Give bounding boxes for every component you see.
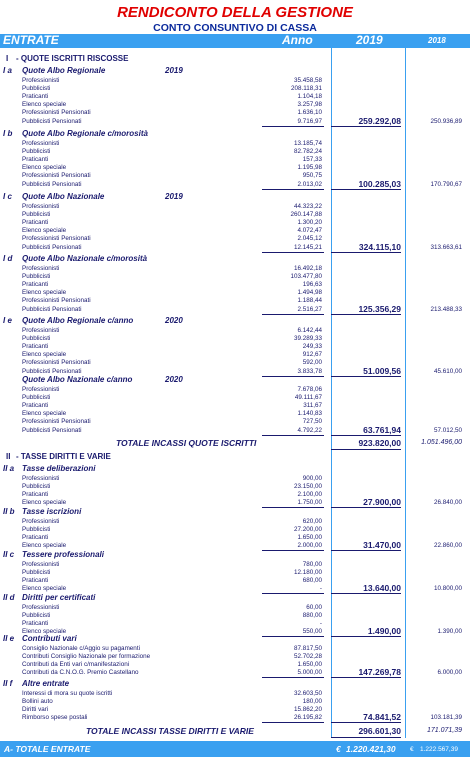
total-underline [331,189,401,190]
table-header [0,34,470,48]
group-title: Tessere professionali [22,550,104,559]
total-underline [331,252,401,253]
group-total: 27.900,00 [363,497,401,508]
row-amount: 103.477,80 [290,273,322,281]
row-label: Pubblicisti Pensionati [22,367,82,375]
row-label: Professionisti [22,77,60,84]
row-amount: 35.458,58 [293,77,322,84]
row-label: Elenco speciale [22,628,67,636]
group-total: 324.115,10 [358,241,401,252]
group-prev-year: 22.860,00 [433,542,462,550]
report-title: RENDICONTO DELLA GESTIONE [117,4,353,21]
group-index: I d [3,254,13,263]
row-amount: 249,33 [302,343,322,351]
row-label: Professionisti [22,386,60,393]
group-title: Tasse deliberazioni [22,464,96,473]
total-underline [331,593,401,594]
group-prev-year: 1.390,00 [437,628,462,636]
subtotal-underline [262,314,324,315]
total-quote-prev: 1.051.496,00 [421,439,462,446]
group-year: 2019 [165,66,183,75]
row-label: Praticanti [22,281,49,289]
row-label: Diritti vari [22,706,49,714]
group-title: Altre entrate [22,679,70,688]
row-amount: - [319,585,322,593]
total-entrate-bar [0,741,470,757]
total-entrate-prev: 1.222.567,39 [420,746,458,753]
total-tasse-value: 296.601,30 [358,726,401,736]
row-label: Consiglio Nazionale c/Aggio su pagamenti [22,645,140,652]
total-entrate-prev-currency: € [410,746,414,753]
group-year: 2019 [165,192,183,201]
row-amount: 2.100,00 [297,491,322,499]
row-amount: 6.142,44 [297,327,322,334]
row-amount: 1.195,98 [297,164,322,172]
group-prev-year: 10.800,00 [433,585,462,593]
row-amount: 1.750,00 [297,499,322,507]
group-prev-year: 213.488,33 [430,305,462,313]
row-label: Praticanti [22,491,49,499]
row-label: Pubblicisti Pensionati [22,180,82,188]
header-2019: 2019 [356,33,383,47]
row-label: Professionisti [22,265,60,272]
row-label: Praticanti [22,534,49,542]
row-label: Pubblicisti [22,148,51,156]
row-amount: 680,00 [302,577,322,585]
group-title: Quote Albo Nazionale c/anno [22,375,133,384]
row-label: Pubblicisti Pensionati [22,117,82,125]
total-underline [331,435,401,436]
row-amount: 3.833,78 [297,367,322,375]
row-label: Praticanti [22,156,49,164]
group-total: 31.470,00 [363,540,401,551]
row-amount: 4.072,47 [297,227,322,235]
row-amount: 23.150,00 [293,483,322,491]
row-amount: 780,00 [302,561,322,568]
group-title: Tasse iscrizioni [22,507,82,516]
row-amount: 15.862,20 [293,706,322,714]
row-label: Pubblicisti [22,335,51,343]
section-2-number: II [6,452,11,461]
group-index: II e [3,634,15,643]
row-label: Elenco speciale [22,410,67,418]
group-prev-year: 313.663,61 [430,243,462,251]
row-amount: 1.636,10 [297,109,322,117]
row-label: Pubblicisti [22,483,51,491]
row-label: Pubblicisti Pensionati [22,305,82,313]
group-index: I c [3,192,12,201]
group-title: Quote Albo Regionale c/morosità [22,129,148,138]
group-title: Contributi vari [22,634,77,643]
group-total: 147.269,78 [358,667,401,678]
row-label: Praticanti [22,620,49,628]
row-label: Pubblicisti [22,612,51,620]
row-amount: 950,75 [302,172,322,180]
row-amount: 27.200,00 [293,526,322,534]
row-amount: 3.257,98 [297,101,322,109]
row-label: Pubblicisti [22,569,51,577]
total-quote-value: 923.820,00 [358,438,401,448]
row-amount: 26.195,82 [293,714,322,722]
total-tasse-prev: 171.071,39 [426,727,462,734]
group-index: II a [3,464,15,473]
row-amount: 592,00 [302,359,322,367]
row-amount: 2.516,27 [297,305,322,313]
row-label: Pubblicisti [22,394,51,402]
row-amount: 52.702,28 [293,653,322,661]
row-label: Professionisti [22,561,60,568]
group-index: II d [3,593,15,602]
row-label: Rimborso spese postali [22,714,88,722]
row-label: Professionisti Pensionati [22,109,91,117]
row-amount: 1.494,98 [297,289,322,297]
row-label: Contributi Consiglio Nazionale per formazione [22,653,151,661]
total-underline [331,550,401,551]
group-title: Quote Albo Regionale [22,66,106,75]
subtotal-underline [262,507,324,508]
row-amount: 2.013,02 [297,180,322,188]
row-label: Elenco speciale [22,585,67,593]
row-label: Professionisti [22,140,60,147]
row-amount: 49.111,67 [294,394,322,402]
row-label: Praticanti [22,219,49,227]
row-amount: 727,50 [302,418,322,426]
row-amount: 1.650,00 [297,534,322,542]
row-label: Professionisti [22,475,60,482]
row-amount: 13.185,74 [293,140,322,147]
total-quote-label: TOTALE INCASSI QUOTE ISCRITTI [116,438,257,448]
row-label: Elenco speciale [22,542,67,550]
row-amount: 1.104,18 [297,93,322,101]
group-prev-year: 6.000,00 [437,669,462,677]
total-underline [331,636,401,637]
section-1-title: - QUOTE ISCRITTI RISCOSSE [16,54,129,63]
section-2-title: - TASSE DIRITTI E VARIE [16,452,111,461]
total-entrate-value: 1.220.421,30 [346,744,396,754]
row-amount: 16.492,18 [293,265,322,272]
row-amount: 4.792,22 [297,426,322,434]
row-label: Professionisti [22,604,60,611]
row-label: Elenco speciale [22,101,67,109]
row-label: Pubblicisti [22,526,51,534]
group-total: 125.356,29 [358,303,401,314]
total-underline [331,507,401,508]
group-title: Quote Albo Nazionale [22,192,105,201]
group-prev-year: 26.840,00 [433,499,462,507]
row-label: Pubblicisti [22,211,51,219]
group-title: Diritti per certificati [22,593,96,602]
row-amount: 900,00 [302,475,322,482]
row-label: Pubblicisti [22,273,51,281]
row-amount: 912,67 [302,351,322,359]
subtotal-underline [262,189,324,190]
group-prev-year: 45.610,00 [433,367,462,375]
row-amount: 157,33 [302,156,322,164]
row-amount: 196,63 [302,281,322,289]
group-prev-year: 170.790,67 [430,180,462,188]
row-amount: 260.147,88 [290,211,322,219]
total-underline [331,376,401,377]
total-underline [331,737,401,738]
row-amount: 9.716,97 [297,117,322,125]
row-label: Professionisti Pensionati [22,418,91,426]
group-total: 74.841,52 [363,712,401,723]
subtotal-underline [262,722,324,723]
group-total: 13.640,00 [363,583,401,594]
group-index: I e [3,316,12,325]
row-label: Professionisti [22,203,60,210]
group-total: 259.292,08 [358,115,401,126]
row-label: Pubblicisti [22,85,51,93]
subtotal-underline [262,636,324,637]
row-amount: 12.180,00 [293,569,322,577]
row-amount: 1.188,44 [297,297,322,305]
row-amount: 2.045,12 [297,235,322,243]
subtotal-underline [262,550,324,551]
row-amount: 12.145,21 [293,243,322,251]
row-amount: 880,00 [302,612,322,620]
report-subtitle: CONTO CONSUNTIVO DI CASSA [153,22,317,34]
row-amount: 32.603,50 [293,690,322,697]
group-prev-year: 103.181,39 [430,714,462,722]
subtotal-underline [262,252,324,253]
row-label: Professionisti [22,327,60,334]
group-total: 51.009,56 [363,365,401,376]
row-amount: 208.118,31 [290,85,322,93]
section-1-number: I [6,54,9,63]
group-index: II b [3,507,15,516]
row-label: Contributi da Enti vari c/manifestazioni [22,661,130,669]
group-total: 100.285,03 [358,178,401,189]
total-underline [331,449,401,450]
total-entrate-currency: € [336,744,341,754]
subtotal-underline [262,435,324,436]
header-2018: 2018 [428,36,446,45]
row-amount: 60,00 [306,604,322,611]
row-label: Professionisti Pensionati [22,359,91,367]
row-label: Pubblicisti Pensionati [22,243,82,251]
group-total: 63.761,94 [363,424,401,435]
row-amount: 87.817,50 [293,645,322,652]
group-total: 1.490,00 [367,626,401,637]
row-label: Elenco speciale [22,164,67,172]
group-title: Quote Albo Regionale c/anno [22,316,134,325]
row-amount: - [319,620,322,628]
row-amount: 550,00 [302,628,322,636]
group-prev-year: 57.012,50 [433,426,462,434]
row-label: Praticanti [22,577,49,585]
row-label: Professionisti [22,518,60,525]
subtotal-underline [262,677,324,678]
row-label: Professionisti Pensionati [22,235,91,243]
row-label: Praticanti [22,343,49,351]
group-year: 2020 [165,316,183,325]
row-label: Contributi da C.N.O.G. Premio Castellano [22,669,139,677]
total-underline [331,126,401,127]
total-underline [331,677,401,678]
row-amount: 1.300,20 [297,219,322,227]
row-amount: 1.140,83 [297,410,322,418]
total-underline [331,722,401,723]
row-label: Elenco speciale [22,227,67,235]
row-label: Elenco speciale [22,499,67,507]
column-divider [405,48,406,738]
group-prev-year: 250.936,89 [430,117,462,125]
subtotal-underline [262,376,324,377]
row-label: Professionisti Pensionati [22,172,91,180]
row-label: Bollini auto [22,698,53,706]
header-anno: Anno [282,33,313,47]
group-index: II f [3,679,13,688]
total-underline [331,314,401,315]
row-amount: 2.000,00 [297,542,322,550]
row-label: Praticanti [22,93,49,101]
row-label: Interessi di mora su quote iscritti [22,690,113,697]
subtotal-underline [262,126,324,127]
row-amount: 44.323,22 [293,203,322,210]
group-index: I b [3,129,13,138]
row-amount: 7.678,06 [297,386,322,393]
row-amount: 620,00 [302,518,322,525]
row-label: Elenco speciale [22,289,67,297]
group-index: II c [3,550,15,559]
group-title: Quote Albo Nazionale c/morosità [22,254,148,263]
row-label: Pubblicisti Pensionati [22,426,82,434]
subtotal-underline [262,593,324,594]
total-entrate-label: A- TOTALE ENTRATE [4,744,91,754]
row-amount: 180,00 [302,698,322,706]
row-amount: 1.650,00 [297,661,322,669]
header-entrate: ENTRATE [3,33,59,47]
total-tasse-label: TOTALE INCASSI TASSE DIRITTI E VARIE [86,726,254,736]
row-label: Professionisti Pensionati [22,297,91,305]
row-amount: 5.000,00 [297,669,322,677]
row-label: Praticanti [22,402,49,410]
group-year: 2020 [165,375,183,384]
row-amount: 311,67 [303,402,322,410]
row-label: Elenco speciale [22,351,67,359]
row-amount: 82.782,24 [293,148,322,156]
row-amount: 39.289,33 [293,335,322,343]
group-index: I a [3,66,12,75]
